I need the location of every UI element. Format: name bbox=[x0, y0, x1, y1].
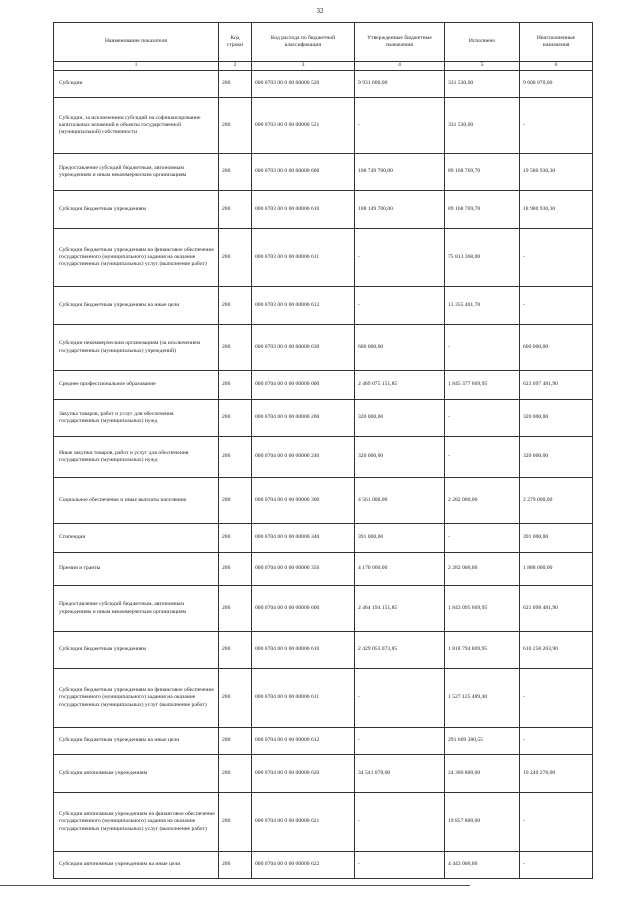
cell-code: 200 bbox=[219, 229, 252, 287]
cell-executed: 89 168 769,70 bbox=[445, 154, 520, 191]
header-row bbox=[54, 23, 593, 62]
cell-approved: - bbox=[355, 728, 445, 755]
cell-name: Субсидии бюджетным учреждениям на финансовое обеспечение государственного (муниципального) задания на оказание государственных (муниципальных) услуг (выполнение работ) bbox=[54, 669, 219, 728]
table-body bbox=[54, 71, 593, 879]
cell-unexecuted: - bbox=[520, 669, 593, 728]
cell-code: 200 bbox=[219, 524, 252, 553]
col-number: 6 bbox=[520, 62, 593, 71]
cell-executed: 331 530,00 bbox=[445, 71, 520, 98]
cell-name: Предоставление субсидий бюджетным, автономным учреждениям и иным некоммерческим организациям bbox=[54, 586, 219, 632]
cell-classification: 000 0704 00 0 00 00000 200 bbox=[252, 400, 355, 437]
cell-code: 200 bbox=[219, 325, 252, 371]
cell-name: Среднее профессиональное образование bbox=[54, 371, 219, 400]
table-row bbox=[54, 793, 593, 852]
cell-unexecuted: 391 000,00 bbox=[520, 524, 593, 553]
col-number: 1 bbox=[54, 62, 219, 71]
table-row bbox=[54, 669, 593, 728]
cell-name: Предоставление субсидий бюджетным, автономным учреждениям и иным некоммерческим организациям bbox=[54, 154, 219, 191]
cell-name: Субсидии бюджетным учреждениям bbox=[54, 632, 219, 669]
cell-name: Премии и гранты bbox=[54, 553, 219, 586]
cell-executed: 4 443 000,00 bbox=[445, 852, 520, 879]
cell-code: 200 bbox=[219, 755, 252, 793]
cell-approved: 108 749 700,00 bbox=[355, 154, 445, 191]
table-row bbox=[54, 400, 593, 437]
header-code: Код строки bbox=[219, 23, 252, 62]
cell-classification: 000 0703 00 0 00 00000 630 bbox=[252, 325, 355, 371]
cell-approved: 4 561 000,00 bbox=[355, 478, 445, 524]
cell-approved: 2 464 194 151,85 bbox=[355, 586, 445, 632]
table-row bbox=[54, 553, 593, 586]
cell-approved: 9 931 600,00 bbox=[355, 71, 445, 98]
cell-code: 200 bbox=[219, 728, 252, 755]
cell-approved: 34 541 078,00 bbox=[355, 755, 445, 793]
cell-classification: 000 0704 00 0 00 00000 340 bbox=[252, 524, 355, 553]
table-row bbox=[54, 191, 593, 229]
table-row bbox=[54, 71, 593, 98]
cell-approved: 320 000,00 bbox=[355, 437, 445, 478]
cell-name: Субсидии бюджетным учреждениям на иные цели bbox=[54, 728, 219, 755]
cell-unexecuted: 320 000,00 bbox=[520, 437, 593, 478]
cell-code: 200 bbox=[219, 71, 252, 98]
cell-code: 200 bbox=[219, 852, 252, 879]
cell-code: 200 bbox=[219, 669, 252, 728]
table-row bbox=[54, 524, 593, 553]
cell-code: 200 bbox=[219, 98, 252, 154]
cell-unexecuted: 18 980 930,30 bbox=[520, 191, 593, 229]
cell-name: Субсидии bbox=[54, 71, 219, 98]
cell-executed: 1 818 794 869,95 bbox=[445, 632, 520, 669]
cell-unexecuted: 621 098 481,90 bbox=[520, 586, 593, 632]
cell-unexecuted: - bbox=[520, 287, 593, 325]
cell-name: Иные закупки товаров, работ и услуг для обеспечения государственных (муниципальных) нужд bbox=[54, 437, 219, 478]
cell-classification: 000 0704 00 0 00 00000 611 bbox=[252, 669, 355, 728]
cell-approved: 4 170 000,00 bbox=[355, 553, 445, 586]
cell-name: Субсидии автономным учреждениям на иные цели bbox=[54, 852, 219, 879]
cell-code: 200 bbox=[219, 632, 252, 669]
table-row bbox=[54, 852, 593, 879]
cell-classification: 000 0704 00 0 00 00000 600 bbox=[252, 586, 355, 632]
cell-unexecuted: 623 697 481,90 bbox=[520, 371, 593, 400]
cell-approved: 320 000,00 bbox=[355, 400, 445, 437]
cell-classification: 000 0704 00 0 00 00000 240 bbox=[252, 437, 355, 478]
cell-executed: 1 843 095 669,95 bbox=[445, 586, 520, 632]
header-classification: Код расхода по бюджетной классификации bbox=[252, 23, 355, 62]
cell-approved: 2 429 053 073,85 bbox=[355, 632, 445, 669]
cell-unexecuted: 19 580 930,30 bbox=[520, 154, 593, 191]
cell-approved: - bbox=[355, 229, 445, 287]
table-row bbox=[54, 755, 593, 793]
cell-executed: - bbox=[445, 437, 520, 478]
table-row bbox=[54, 371, 593, 400]
cell-code: 200 bbox=[219, 586, 252, 632]
header-unexecuted: Неисполненные назначения bbox=[520, 23, 593, 62]
cell-name: Стипендии bbox=[54, 524, 219, 553]
cell-name: Субсидии бюджетным учреждениям на иные цели bbox=[54, 287, 219, 325]
cell-unexecuted: - bbox=[520, 793, 593, 852]
footer-rule bbox=[0, 885, 470, 886]
cell-executed: 75 813 368,00 bbox=[445, 229, 520, 287]
cell-code: 200 bbox=[219, 400, 252, 437]
cell-executed: - bbox=[445, 524, 520, 553]
cell-executed: 1 527 125 489,40 bbox=[445, 669, 520, 728]
column-number-row bbox=[54, 62, 593, 71]
cell-classification: 000 0704 00 0 00 00000 621 bbox=[252, 793, 355, 852]
cell-code: 200 bbox=[219, 154, 252, 191]
cell-executed: 19 857 800,00 bbox=[445, 793, 520, 852]
cell-approved: - bbox=[355, 669, 445, 728]
cell-unexecuted: 600 000,00 bbox=[520, 325, 593, 371]
table-row bbox=[54, 98, 593, 154]
cell-approved: 600 000,00 bbox=[355, 325, 445, 371]
col-number: 2 bbox=[219, 62, 252, 71]
header-name: Наименование показателя bbox=[54, 23, 219, 62]
table-row bbox=[54, 728, 593, 755]
col-number: 4 bbox=[355, 62, 445, 71]
cell-code: 200 bbox=[219, 793, 252, 852]
cell-name: Субсидии, за исключением субсидий на софинансирование капитальных вложений в объекты государственной (муниципальной) собственности bbox=[54, 98, 219, 154]
cell-executed: 2 282 000,00 bbox=[445, 553, 520, 586]
cell-code: 200 bbox=[219, 478, 252, 524]
cell-name: Субсидии бюджетным учреждениям bbox=[54, 191, 219, 229]
cell-classification: 000 0703 00 0 00 00000 612 bbox=[252, 287, 355, 325]
cell-classification: 000 0704 00 0 00 00000 612 bbox=[252, 728, 355, 755]
col-number: 3 bbox=[252, 62, 355, 71]
cell-executed: - bbox=[445, 325, 520, 371]
cell-approved: - bbox=[355, 287, 445, 325]
cell-unexecuted: 320 000,00 bbox=[520, 400, 593, 437]
cell-classification: 000 0704 00 0 00 00000 350 bbox=[252, 553, 355, 586]
cell-executed: 291 669 380,55 bbox=[445, 728, 520, 755]
cell-unexecuted: 10 240 278,00 bbox=[520, 755, 593, 793]
cell-approved: - bbox=[355, 852, 445, 879]
table-row bbox=[54, 437, 593, 478]
table-row bbox=[54, 229, 593, 287]
cell-classification: 000 0704 00 0 00 00000 300 bbox=[252, 478, 355, 524]
cell-executed: 24 300 800,00 bbox=[445, 755, 520, 793]
table-row bbox=[54, 154, 593, 191]
table-row bbox=[54, 478, 593, 524]
cell-classification: 000 0703 00 0 00 00000 521 bbox=[252, 98, 355, 154]
cell-code: 200 bbox=[219, 371, 252, 400]
cell-executed: 89 168 769,70 bbox=[445, 191, 520, 229]
cell-code: 200 bbox=[219, 191, 252, 229]
cell-name: Социальное обеспечение и иные выплаты населению bbox=[54, 478, 219, 524]
cell-approved: - bbox=[355, 793, 445, 852]
budget-execution-table bbox=[53, 22, 593, 879]
cell-name: Закупка товаров, работ и услуг для обеспечения государственных (муниципальных) нужд bbox=[54, 400, 219, 437]
cell-approved: 2 469 075 151,85 bbox=[355, 371, 445, 400]
cell-code: 200 bbox=[219, 553, 252, 586]
cell-unexecuted: 1 888 000,00 bbox=[520, 553, 593, 586]
cell-unexecuted: 610 258 203,90 bbox=[520, 632, 593, 669]
cell-classification: 000 0704 00 0 00 00000 000 bbox=[252, 371, 355, 400]
cell-unexecuted: 9 600 070,00 bbox=[520, 71, 593, 98]
cell-name: Субсидии автономным учреждениям на финансовое обеспечение государственного (муниципального) задания на оказание государственных (муниципальных) услуг (выполнение работ) bbox=[54, 793, 219, 852]
table-row bbox=[54, 287, 593, 325]
cell-approved: 391 000,00 bbox=[355, 524, 445, 553]
table-row bbox=[54, 325, 593, 371]
page-number: 32 bbox=[316, 7, 324, 15]
cell-unexecuted: - bbox=[520, 229, 593, 287]
table-row bbox=[54, 632, 593, 669]
header-approved: Утвержденные бюджетные назначения bbox=[355, 23, 445, 62]
cell-name: Субсидии некоммерческим организациям (за исключением государственных (муниципальных) учреждений) bbox=[54, 325, 219, 371]
cell-name: Субсидии бюджетным учреждениям на финансовое обеспечение государственного (муниципального) задания на оказание государственных (муниципальных) услуг (выполнение работ) bbox=[54, 229, 219, 287]
table-row bbox=[54, 586, 593, 632]
cell-executed: 2 282 000,00 bbox=[445, 478, 520, 524]
cell-unexecuted: 2 279 000,00 bbox=[520, 478, 593, 524]
cell-executed: 13 355 401,70 bbox=[445, 287, 520, 325]
cell-classification: 000 0703 00 0 00 00000 611 bbox=[252, 229, 355, 287]
cell-classification: 000 0704 00 0 00 00000 620 bbox=[252, 755, 355, 793]
cell-name: Субсидии автономным учреждениям bbox=[54, 755, 219, 793]
cell-executed: - bbox=[445, 400, 520, 437]
cell-code: 200 bbox=[219, 287, 252, 325]
cell-unexecuted: - bbox=[520, 852, 593, 879]
cell-approved: - bbox=[355, 98, 445, 154]
header-executed: Исполнено bbox=[445, 23, 520, 62]
cell-classification: 000 0703 00 0 00 00000 520 bbox=[252, 71, 355, 98]
col-number: 5 bbox=[445, 62, 520, 71]
cell-executed: 1 845 377 669,95 bbox=[445, 371, 520, 400]
cell-unexecuted: - bbox=[520, 98, 593, 154]
cell-unexecuted: - bbox=[520, 728, 593, 755]
cell-classification: 000 0704 00 0 00 00000 610 bbox=[252, 632, 355, 669]
cell-executed: 331 530,00 bbox=[445, 98, 520, 154]
cell-classification: 000 0703 00 0 00 00000 610 bbox=[252, 191, 355, 229]
cell-code: 200 bbox=[219, 437, 252, 478]
cell-classification: 000 0703 00 0 00 00000 600 bbox=[252, 154, 355, 191]
cell-classification: 000 0704 00 0 00 00000 622 bbox=[252, 852, 355, 879]
cell-approved: 108 149 700,00 bbox=[355, 191, 445, 229]
